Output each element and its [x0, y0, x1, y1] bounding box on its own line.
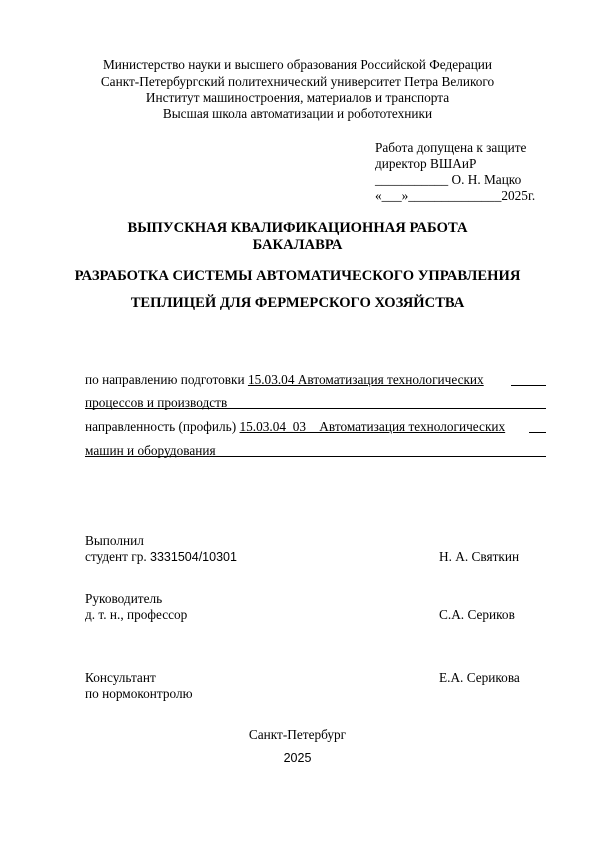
supervisor-name: С.А. Сериков — [439, 607, 515, 622]
student-group-label: студент гр. — [85, 549, 147, 564]
topic-line2: ТЕПЛИЦЕЙ ДЛЯ ФЕРМЕРСКОГО ХОЗЯЙСТВА — [130, 295, 465, 311]
city: Санкт-Петербург — [248, 727, 347, 742]
direction-row2: процессов и производств — [85, 395, 228, 410]
direction-underline — [85, 408, 546, 409]
date-quote-open: « — [375, 188, 382, 203]
approval-date — [375, 189, 535, 202]
profile-underline — [85, 456, 546, 457]
performer-name: Н. А. Святкин — [439, 549, 520, 564]
direction-value: 15.03.04 Автоматизация технологических — [247, 372, 484, 387]
performer-title — [85, 550, 237, 564]
consultant-title: по нормоконтролю — [85, 686, 193, 701]
work-type-line1: ВЫПУСКНАЯ КВАЛИФИКАЦИОННАЯ РАБОТА — [127, 220, 468, 236]
profile-row1 — [85, 420, 505, 433]
supervisor-role: Руководитель — [85, 591, 163, 606]
school-name: Высшая школа автоматизации и робототехники — [162, 106, 433, 121]
profile-value: 15.03.04_03 Автоматизация технологических — [239, 419, 506, 434]
approval-line: Работа допущена к защите — [375, 140, 527, 155]
profile-row2: машин и оборудования — [85, 443, 216, 458]
direction-row1 — [85, 373, 484, 386]
profile-fill-line — [529, 432, 546, 433]
consultant-name: Е.А. Серикова — [439, 670, 520, 685]
date-day-blank: ___ — [381, 188, 402, 203]
director-name: О. Н. Мацко — [451, 172, 522, 187]
university-name: Санкт-Петербургский политехнический университет Петра Великого — [100, 74, 495, 89]
ministry-name: Министерство науки и высшего образования Российской Федерации — [102, 57, 493, 72]
year: 2025 — [283, 751, 312, 765]
supervisor-title: д. т. н., профессор — [85, 607, 188, 622]
profile-label: направленность (профиль) — [85, 419, 237, 434]
approval-year: 2025г. — [501, 188, 536, 203]
director-title: директор ВШАиР — [375, 156, 477, 171]
signature-blank: ___________ — [375, 172, 449, 187]
director-signature-line — [375, 173, 521, 186]
topic-line1: РАЗРАБОТКА СИСТЕМЫ АВТОМАТИЧЕСКОГО УПРАВЛЕНИЯ — [74, 268, 521, 284]
institute-name: Институт машиностроения, материалов и транспорта — [145, 90, 450, 105]
performer-role: Выполнил — [85, 533, 144, 548]
date-month-blank: ______________ — [408, 188, 502, 203]
work-type-line2: БАКАЛАВРА — [252, 237, 343, 253]
direction-label: по направлению подготовки — [85, 372, 245, 387]
direction-fill-line — [511, 385, 546, 386]
date-quote-close: » — [401, 188, 409, 203]
consultant-role: Консультант — [85, 670, 156, 685]
student-group: 3331504/10301 — [150, 550, 237, 564]
